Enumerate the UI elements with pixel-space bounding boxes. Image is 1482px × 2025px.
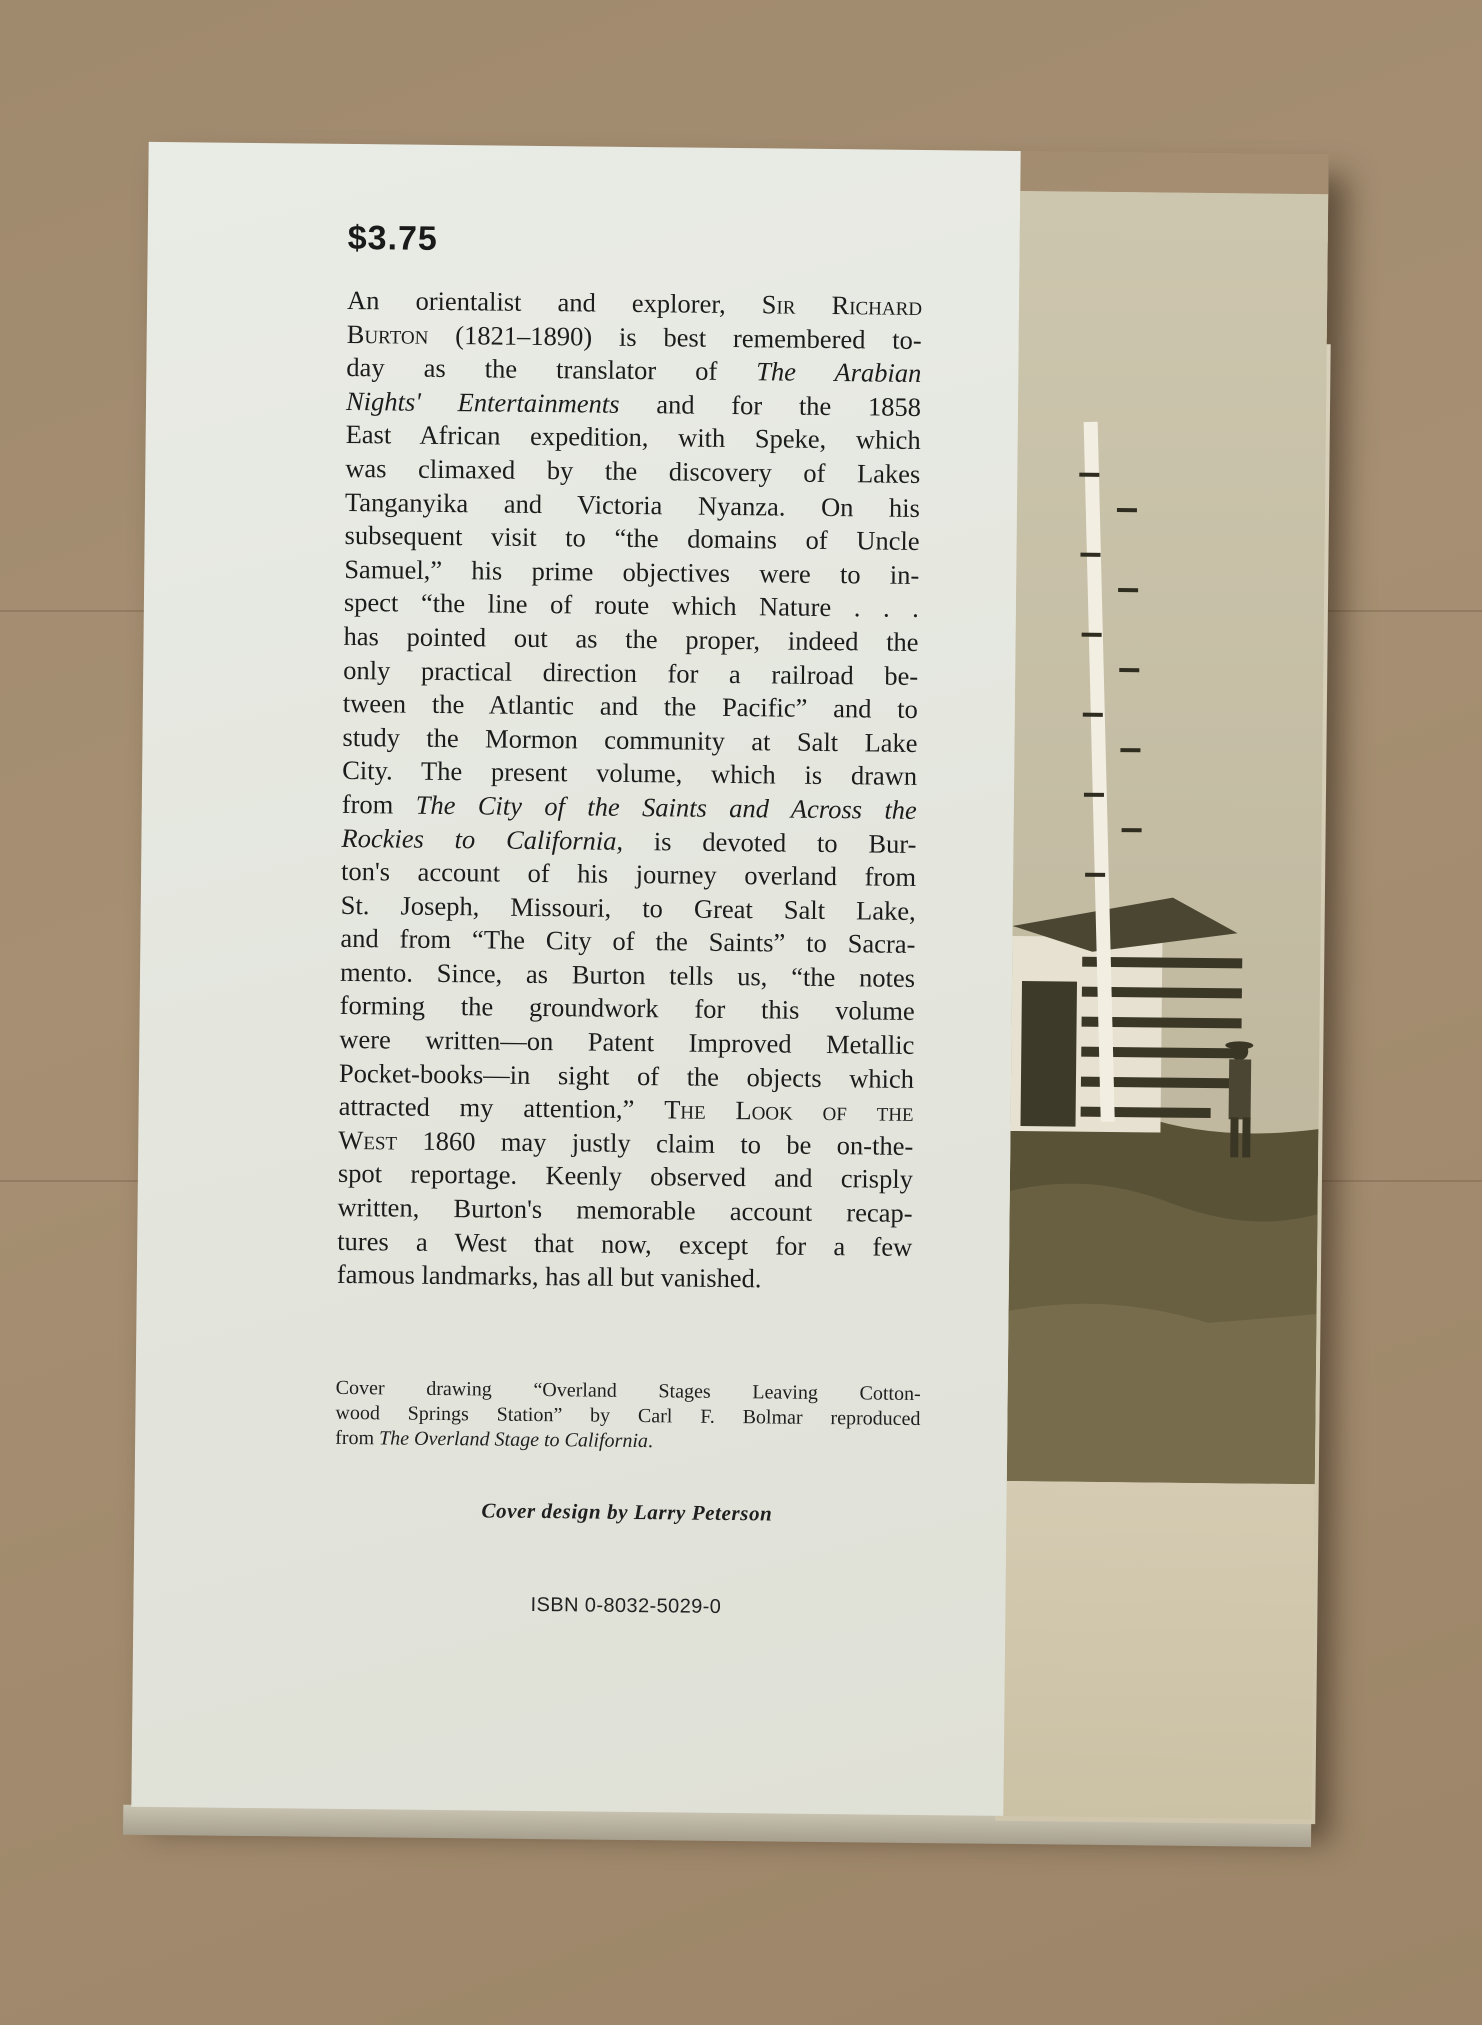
blurb-text: tures a West that now, except for a few [337,1225,913,1262]
cover-art-credit [335,1376,921,1457]
blurb-text: spect “the line of route which Nature . . . [343,587,920,624]
blurb-line [343,687,918,727]
blurb-line [345,452,920,492]
isbn-number: ISBN 0-8032-5029-0 [530,1593,722,1618]
price-label: $3.75 [347,218,439,258]
blurb-line [344,519,919,559]
blurb-line [341,855,916,895]
blurb-text: Sir Richard [761,289,923,321]
blurb-line [337,1191,912,1231]
blurb-text: mento. Since, as Burton tells us, “the notes [339,956,916,993]
blurb-line [343,620,918,660]
blurb-text: Samuel,” his prime objectives were to in- [344,553,920,590]
blurb-text: study the Mormon community at Salt Lake [342,721,918,758]
credit-text: The Overland Stage to California [378,1427,649,1453]
cover-illustration-panel [1003,191,1328,1819]
blurb-text: Pocket-books—in sight of the objects which [338,1057,915,1094]
blurb-line [347,284,922,324]
blurb-text: The Arabian [756,356,922,389]
blurb-text: has pointed out as the proper, indeed the [343,620,919,657]
blurb-line [342,788,917,828]
blurb-text: and for the 1858 [619,388,922,422]
illustration-border [1003,1481,1314,1819]
blurb-text: is devoted to Bur- [622,825,917,859]
blurb-text: were written—on Patent Improved Metallic [339,1023,915,1060]
cover-designer-credit: Cover design by Larry Peterson [481,1498,773,1526]
blurb-text: ton's account of his journey overland from [340,856,917,893]
back-cover-text-panel [131,142,1020,1816]
blurb-line [339,1023,914,1063]
blurb-line [346,351,921,391]
blurb-text: spot reportage. Keenly observed and crisply [337,1158,914,1195]
blurb-text: attracted my attention,” [338,1091,665,1125]
blurb-text: (1821–1890) is best remembered to- [428,319,922,355]
blurb-text: was climaxed by the discovery of Lakes [345,452,921,489]
blurb-text: day as the translator of [346,352,757,387]
description-blurb [337,284,923,1298]
credit-text: wood Springs Station” by Carl F. Bolmar reproduced [335,1401,921,1431]
blurb-text: Tanganyika and Victoria Nyanza. On his [344,486,921,523]
blurb-text: Burton [346,318,429,350]
blurb-text: written, Burton's memorable account recap- [337,1191,913,1228]
credit-text: Cover drawing “Overland Stages Leaving Cotton- [335,1376,921,1406]
illustration-drawing [1007,191,1328,1484]
blurb-text: tween the Atlantic and the Pacific” and to [342,688,919,725]
blurb-text: only practical direction for a railroad be- [343,654,919,691]
blurb-text: famous landmarks, has all but vanished. [336,1259,762,1294]
blurb-text: St. Joseph, Missouri, to Great Salt Lake, [340,889,916,926]
blurb-text: and from “The City of the Saints” to Sacra- [340,923,916,960]
blurb-text: The Look of the [664,1094,914,1128]
blurb-text: from [341,788,416,820]
blurb-text: Nights' Entertainments [345,385,620,419]
blurb-text: Rockies to California, [341,822,624,856]
blurb-text: City. The present volume, which is drawn [342,755,918,792]
credit-text: . [647,1430,654,1453]
book [131,142,1328,1819]
blurb-text: subsequent visit to “the domains of Uncle [344,520,920,557]
blurb-text: East African expedition, with Speke, which [345,419,921,456]
credit-text: from [335,1426,380,1450]
blurb-text: 1860 may justly claim to be on-the- [396,1125,914,1161]
blurb-text: forming the groundwork for this volume [339,990,915,1027]
blurb-text: An orientalist and explorer, [346,284,762,320]
blurb-text: The City of the Saints and Across the [415,789,917,825]
blurb-text: West [338,1124,398,1156]
blurb-line [337,1258,912,1298]
